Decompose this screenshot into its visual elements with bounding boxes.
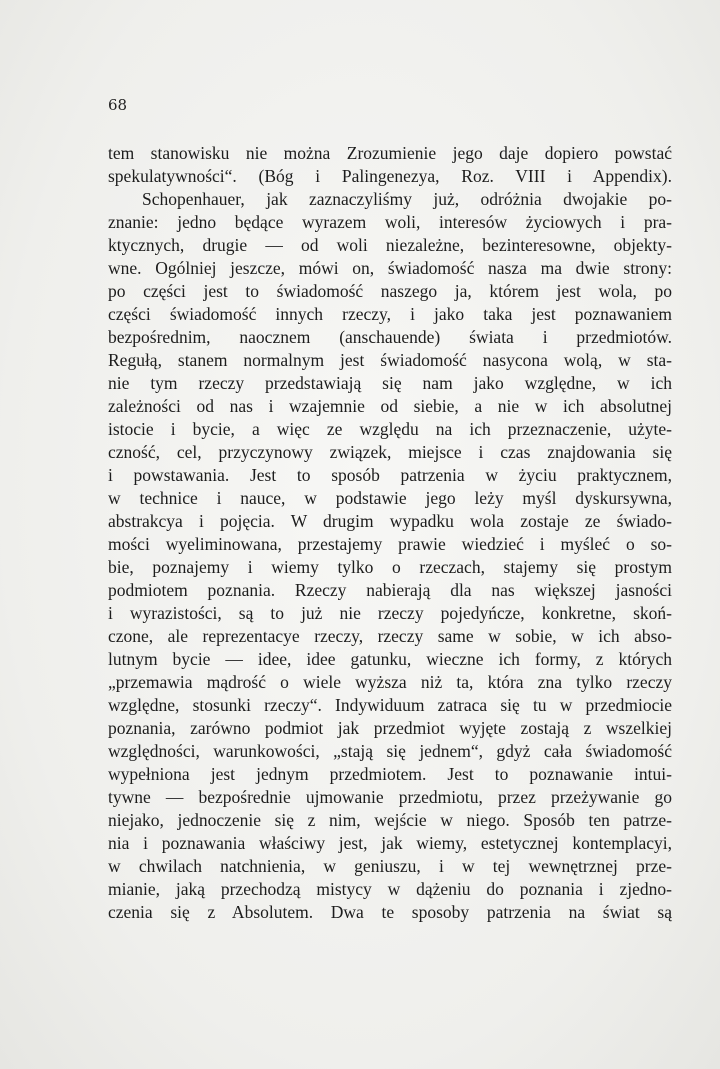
text-line: znanie: jedno będące wyrazem woli, interesów życiowych i pra- — [108, 212, 672, 232]
text-line: lutnym bycie — idee, idee gatunku, wieczne ich formy, z których — [108, 649, 672, 669]
text-line: „przemawia mądrość o wiele wyższa niż ta, która zna tylko rzeczy — [108, 672, 672, 692]
text-line: poznania, zarówno podmiot jak przedmiot wyjęte zostają z wszelkiej — [108, 718, 672, 738]
text-line: zależności od nas i wzajemnie od siebie, a nie w ich absolutnej — [108, 396, 672, 416]
text-line: i powstawania. Jest to sposób patrzenia w życiu praktycznem, — [108, 465, 672, 485]
text-line: Regułą, stanem normalnym jest świadomość nasycona wolą, w sta- — [108, 350, 672, 370]
text-line: w chwilach natchnienia, w geniuszu, i w tej wewnętrznej prze- — [108, 856, 672, 876]
text-line: względne, stosunki rzeczy“. Indywiduum zatraca się tu w przedmiocie — [108, 695, 672, 715]
text-line: spekulatywności“. (Bóg i Palingenezya, Roz. VIII i Appendix). — [108, 166, 672, 186]
text-line: tem stanowisku nie można Zrozumienie jego daje dopiero powstać — [108, 143, 672, 163]
text-line: nia i poznawania właściwy jest, jak wiemy, estetycznej kontemplacyi, — [108, 833, 672, 853]
text-line: po części jest to świadomość naszego ja, którem jest wola, po — [108, 281, 672, 301]
text-line: istocie i bycie, a więc ze względu na ich przeznaczenie, użyte- — [108, 419, 672, 439]
text-line: bie, poznajemy i wiemy tylko o rzeczach, stajemy się prostym — [108, 557, 672, 577]
text-line: ktycznych, drugie — od woli niezależne, bezinteresowne, objekty- — [108, 235, 672, 255]
text-line: czenia się z Absolutem. Dwa te sposoby patrzenia na świat są — [108, 902, 672, 922]
text-line: części świadomość innych rzeczy, i jako taka jest poznawaniem — [108, 304, 672, 324]
text-line: względności, warunkowości, „stają się jednem“, gdyż cała świadomość — [108, 741, 672, 761]
text-line: tywne — bezpośrednie ujmowanie przedmiotu, przez przeżywanie go — [108, 787, 672, 807]
text-line: mianie, jaką przechodzą mistycy w dążeniu do poznania i zjedno- — [108, 879, 672, 899]
text-line: bezpośrednim, naocznem (anschauende) świata i przedmiotów. — [108, 327, 672, 347]
text-line: podmiotem poznania. Rzeczy nabierają dla nas większej jasności — [108, 580, 672, 600]
text-line: nie tym rzeczy przedstawiają się nam jako względne, w ich — [108, 373, 672, 393]
text-line: mości wyeliminowana, przestajemy prawie wiedzieć i myśleć o so- — [108, 534, 672, 554]
paragraph-start-line: Schopenhauer, jak zaznaczyliśmy już, odróżnia dwojakie po- — [142, 189, 672, 209]
text-line: i wyrazistości, są to już nie rzeczy pojedyńcze, konkretne, skoń- — [108, 603, 672, 623]
text-line: czone, ale reprezentacye rzeczy, rzeczy same w sobie, w ich abso- — [108, 626, 672, 646]
text-line: wypełniona jest jednym przedmiotem. Jest to poznawanie intui- — [108, 764, 672, 784]
text-line: niejako, jednoczenie się z nim, wejście w niego. Sposób ten patrze- — [108, 810, 672, 830]
body-text — [108, 142, 672, 924]
text-line: czność, cel, przyczynowy związek, miejsce i czas znajdowania się — [108, 442, 672, 462]
text-line: wne. Ogólniej jeszcze, mówi on, świadomość nasza ma dwie strony: — [108, 258, 672, 278]
text-line: w technice i nauce, w podstawie jego leży myśl dyskursywna, — [108, 488, 672, 508]
page-number: 68 — [108, 96, 128, 114]
text-line: abstrakcya i pojęcia. W drugim wypadku wola zostaje ze świado- — [108, 511, 672, 531]
